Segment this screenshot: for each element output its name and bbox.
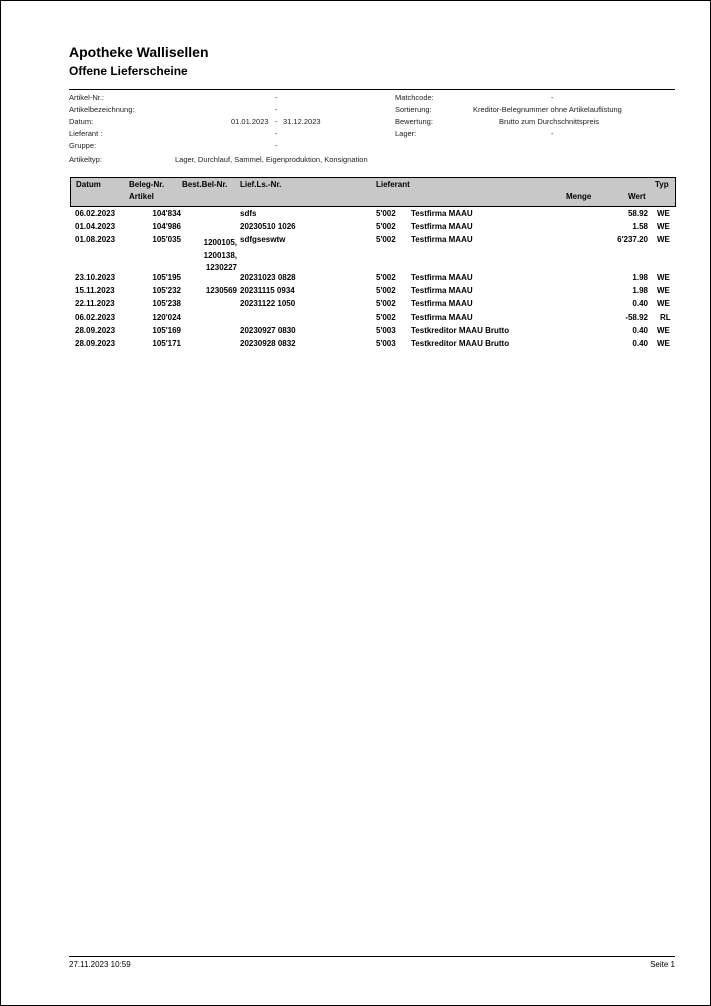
- cell-wert: 0.40: [632, 339, 648, 348]
- filter-label-artikelbezeichnung: Artikelbezeichnung:: [69, 105, 135, 114]
- page-number: Seite 1: [650, 960, 675, 969]
- cell-best-bel-nr: 1230569: [205, 286, 237, 295]
- cell-lief-ls-nr: 20230927 0830: [240, 326, 296, 335]
- filter-value-matchcode: -: [551, 93, 554, 102]
- cell-lieferant-nr: 5'002: [376, 313, 396, 322]
- cell-wert: 1.98: [632, 286, 648, 295]
- cell-lieferant-nr: 5'003: [376, 326, 396, 335]
- column-header-datum: Datum: [76, 180, 101, 189]
- table-row: [0, 273, 711, 285]
- cell-datum: 28.09.2023: [75, 326, 116, 335]
- column-header-beleg-nr: Beleg-Nr.: [129, 180, 165, 189]
- cell-datum: 01.04.2023: [75, 222, 116, 231]
- cell-lief-ls-nr: 20230510 1026: [240, 222, 296, 231]
- report-title: Offene Lieferscheine: [69, 64, 188, 78]
- cell-beleg-nr: 105'169: [152, 326, 181, 335]
- filter-value-lager: -: [551, 129, 554, 138]
- table-row: [0, 339, 711, 351]
- cell-wert: 0.40: [632, 326, 648, 335]
- filter-label-lager: Lager:: [395, 129, 417, 138]
- cell-wert: 1.58: [632, 222, 648, 231]
- cell-best-bel-nr: 1200138,: [203, 251, 237, 260]
- cell-best-bel-nr: 1230227: [205, 263, 237, 272]
- filter-value-sortierung: Kreditor-Belegnummer ohne Artikelauflistung: [473, 105, 622, 114]
- filter-value-artikel-nr: -: [275, 93, 278, 102]
- cell-datum: 15.11.2023: [75, 286, 115, 295]
- filter-value-lieferant: -: [275, 129, 278, 138]
- cell-lieferant-nr: 5'002: [376, 235, 396, 244]
- filter-value-artikeltyp: Lager, Durchlauf, Sammel, Eigenproduktion, Konsignation: [175, 155, 368, 164]
- cell-beleg-nr: 120'024: [152, 313, 181, 322]
- filter-label-gruppe: Gruppe:: [69, 141, 97, 150]
- cell-typ: WE: [657, 326, 670, 335]
- cell-best-bel-nr: 1200105,: [203, 238, 237, 247]
- cell-lief-ls-nr: 20231122 1050: [240, 299, 296, 308]
- cell-typ: WE: [657, 209, 670, 218]
- cell-typ: RL: [660, 313, 671, 322]
- filter-label-matchcode: Matchcode:: [395, 93, 434, 102]
- footer-divider: [69, 956, 675, 957]
- column-header-best-bel-nr: Best.Bel-Nr.: [182, 180, 228, 189]
- cell-lief-ls-nr: sdfgseswtw: [240, 235, 286, 244]
- column-header-lieferant: Lieferant: [376, 180, 410, 189]
- cell-typ: WE: [657, 235, 670, 244]
- cell-datum: 01.08.2023: [75, 235, 116, 244]
- filter-value-gruppe: -: [275, 141, 278, 150]
- cell-lieferant-nr: 5'002: [376, 273, 396, 282]
- column-header-typ: Typ: [655, 180, 669, 189]
- cell-lief-ls-nr: 20231023 0828: [240, 273, 296, 282]
- cell-typ: WE: [657, 273, 670, 282]
- table-row: [0, 286, 711, 298]
- cell-lieferant-name: Testkreditor MAAU Brutto: [411, 326, 510, 335]
- table-row: [0, 326, 711, 338]
- cell-lieferant-nr: 5'003: [376, 339, 396, 348]
- filter-label-artikel-nr: Artikel-Nr.:: [69, 93, 105, 102]
- table-row: [0, 235, 711, 273]
- cell-datum: 06.02.2023: [75, 313, 116, 322]
- filter-value-artikelbezeichnung: -: [275, 105, 278, 114]
- company-name: Apotheke Wallisellen: [69, 44, 209, 60]
- table-row: [0, 222, 711, 234]
- column-header-lief-ls-nr: Lief.Ls.-Nr.: [240, 180, 282, 189]
- cell-beleg-nr: 105'171: [152, 339, 181, 348]
- print-timestamp: 27.11.2023 10:59: [69, 960, 131, 969]
- cell-lief-ls-nr: 20230928 0832: [240, 339, 296, 348]
- cell-lieferant-name: Testfirma MAAU: [411, 235, 473, 244]
- filter-value-bewertung: Brutto zum Durchschnittspreis: [499, 117, 600, 126]
- cell-lieferant-name: Testfirma MAAU: [411, 222, 473, 231]
- filter-label-datum: Datum:: [69, 117, 94, 126]
- cell-typ: WE: [657, 339, 670, 348]
- cell-typ: WE: [657, 299, 670, 308]
- cell-lieferant-nr: 5'002: [376, 209, 396, 218]
- cell-datum: 28.09.2023: [75, 339, 116, 348]
- filter-label-bewertung: Bewertung:: [395, 117, 433, 126]
- cell-typ: WE: [657, 286, 670, 295]
- column-header-artikel: Artikel: [129, 192, 154, 201]
- table-row: [0, 299, 711, 311]
- cell-lieferant-name: Testfirma MAAU: [411, 299, 473, 308]
- cell-lief-ls-nr: 20231115 0934: [240, 286, 295, 295]
- filter-criteria: [0, 0, 711, 170]
- cell-lieferant-name: Testfirma MAAU: [411, 286, 473, 295]
- cell-datum: 22.11.2023: [75, 299, 115, 308]
- cell-lieferant-nr: 5'002: [376, 286, 396, 295]
- cell-wert: 1.98: [632, 273, 648, 282]
- table-row: [0, 313, 711, 325]
- cell-wert: 0.40: [632, 299, 648, 308]
- column-header-wert: Wert: [628, 192, 646, 201]
- cell-datum: 06.02.2023: [75, 209, 116, 218]
- cell-datum: 23.10.2023: [75, 273, 116, 282]
- cell-lieferant-name: Testfirma MAAU: [411, 273, 473, 282]
- filter-value-datum-from: 01.01.2023: [231, 117, 269, 126]
- cell-beleg-nr: 104'986: [152, 222, 181, 231]
- table-header: [70, 177, 676, 207]
- filter-value-datum-sep: -: [275, 117, 278, 126]
- cell-lieferant-name: Testfirma MAAU: [411, 313, 473, 322]
- cell-lieferant-nr: 5'002: [376, 299, 396, 308]
- cell-wert: -58.92: [625, 313, 648, 322]
- cell-beleg-nr: 105'232: [152, 286, 181, 295]
- cell-lieferant-name: Testfirma MAAU: [411, 209, 473, 218]
- cell-beleg-nr: 104'834: [152, 209, 181, 218]
- cell-beleg-nr: 105'035: [152, 235, 181, 244]
- cell-lief-ls-nr: sdfs: [240, 209, 257, 218]
- filter-value-datum-to: 31.12.2023: [283, 117, 321, 126]
- column-header-menge: Menge: [566, 192, 592, 201]
- filter-label-sortierung: Sortierung:: [395, 105, 432, 114]
- filter-label-lieferant: Lieferant :: [69, 129, 103, 138]
- filter-label-artikeltyp: Artikeltyp:: [69, 155, 102, 164]
- cell-lieferant-name: Testkreditor MAAU Brutto: [411, 339, 510, 348]
- cell-wert: 6'237.20: [617, 235, 648, 244]
- cell-lieferant-nr: 5'002: [376, 222, 396, 231]
- cell-beleg-nr: 105'238: [152, 299, 181, 308]
- table-row: [0, 209, 711, 221]
- cell-typ: WE: [657, 222, 670, 231]
- cell-wert: 58.92: [627, 209, 648, 218]
- cell-beleg-nr: 105'195: [152, 273, 181, 282]
